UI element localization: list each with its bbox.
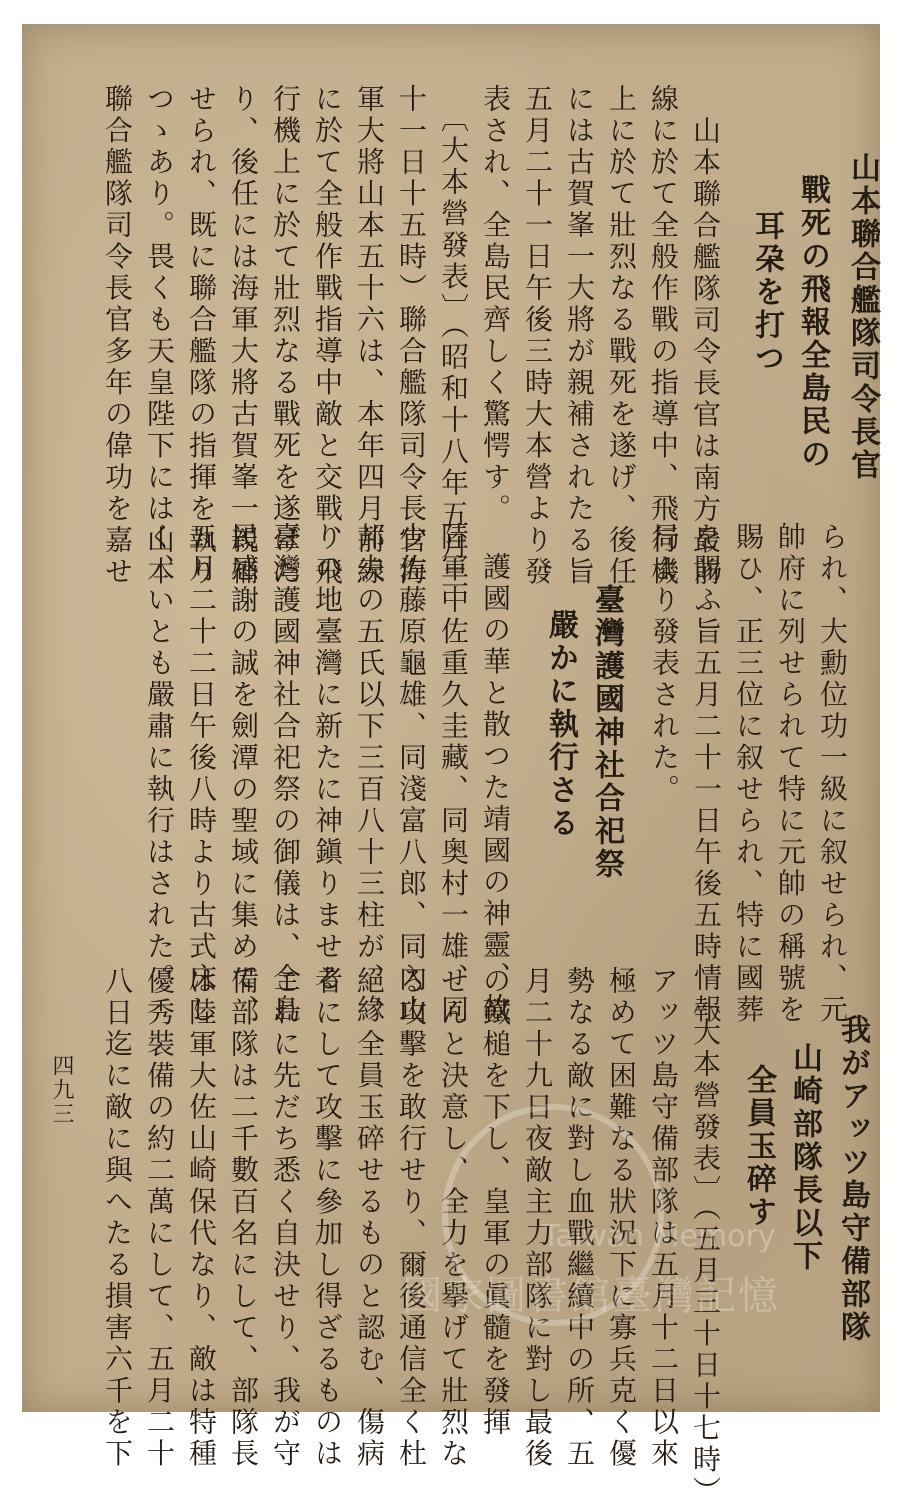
article2-body-line: 護國の華と散つた靖國の神靈、故 bbox=[479, 552, 512, 1025]
article2-body-line: 民感謝の誠を劍潭の聖域に集めて、 bbox=[227, 522, 260, 1026]
article3-body-line: 絕、全員玉碎せるものと認む、傷病 bbox=[353, 966, 386, 1470]
article2-body-line: 少佐藤原龜雄、同淺富八郎、同內山 bbox=[395, 522, 428, 1026]
article3-body-line: の鐵槌を下し、皇軍の眞髓を發揮 bbox=[479, 966, 512, 1439]
article2-body-line: りの地臺灣に新たに神鎭りませる bbox=[311, 522, 344, 995]
article3-body-line: 備部隊は二千數百名にして、部隊長 bbox=[227, 966, 260, 1470]
article3-body-line: アッツ島守備部隊は五月十二日以來 bbox=[647, 966, 680, 1470]
article2-body-line: く、いとも嚴肅に執行はされた。 bbox=[143, 522, 176, 995]
article1-body-line: 上に於て壯烈なる戰死を遂げ、後任 bbox=[605, 84, 638, 588]
article1-body-line: には古賀峯一大將が親補されたる旨 bbox=[563, 84, 596, 588]
article1-body-line: に於て全般作戰指導中敵と交戰、飛 bbox=[311, 84, 344, 588]
article3-title-line-3: 全員玉碎す bbox=[741, 1064, 776, 1229]
article1-title-line-3: 耳朶を打つ bbox=[749, 210, 784, 375]
watermark-text-zh: 國家圖書館臺灣記憶 bbox=[402, 1273, 780, 1319]
article1-continued-line: 帥府に列せられて特に元帥の稱號を bbox=[774, 522, 807, 1026]
article3-body-line: は陸軍大佐山崎保代なり、敵は特種 bbox=[185, 966, 218, 1470]
document-page bbox=[22, 24, 880, 1508]
article1-body-line: 軍大將山本五十六は、本年四月前線 bbox=[353, 84, 386, 588]
article1-continued-line: 局より發表された。 bbox=[648, 522, 681, 806]
article3-body-line: 優秀裝備の約二萬にして、五月二十 bbox=[143, 966, 176, 1470]
article2-body-line: 邦夫の五氏以下三百八十三柱が、緣 bbox=[353, 522, 386, 1026]
article3-body-line: これに先だち悉く自決せり、我が守 bbox=[269, 966, 302, 1470]
article1-body-line: 十一日十五時）聯合艦隊司令長官海 bbox=[395, 84, 428, 588]
article1-continued-line: 賜ひ、正三位に叙せられ、特に國葬 bbox=[732, 522, 765, 1026]
article3-body-line: 者にして攻擊に參加し得ざるものは bbox=[311, 966, 344, 1470]
article1-continued-line: られ、大勳位功一級に叙せられ、元 bbox=[816, 522, 849, 1026]
article3-body-line: 月二十九日夜敵主力部隊に對し最後 bbox=[521, 966, 554, 1470]
article3-title-line-1: 我がアッツ島守備部隊 bbox=[835, 1014, 870, 1344]
article2-title-line-2: 嚴かに執行さる bbox=[543, 609, 578, 840]
article1-body-line: 山本聯合艦隊司令長官は南方最前 bbox=[689, 116, 722, 589]
article3-body-line: 〔大本營發表〕（五月三十日十七時） bbox=[689, 986, 722, 1508]
article1-body-line: 表され、全島民齊しく驚愕す。 bbox=[479, 84, 512, 525]
watermark-text-en: Taiwan Memory bbox=[542, 1219, 776, 1254]
article1-body-line: せられ、既に聯合艦隊の指揮を執り bbox=[185, 84, 218, 588]
article3-body-line: 極めて困難なる狀況下に寡兵克く優 bbox=[605, 966, 638, 1470]
article3-body-line: せんと決意し、全力を擧げて壯烈な bbox=[437, 966, 470, 1470]
article1-title-line-1: 山本聯合艦隊司令長官 bbox=[845, 152, 880, 482]
article3-body-line: 勢なる敵に對し血戰繼續中の所、五 bbox=[563, 966, 596, 1470]
article1-body-line: 五月二十一日午後三時大本營より發 bbox=[521, 84, 554, 588]
page-number: 四九三 bbox=[49, 1054, 74, 1126]
article2-body-line: 五月二十二日午後八時より古式床し bbox=[185, 522, 218, 1026]
article1-body-line: 線に於て全般作戰の指導中、飛行機 bbox=[647, 84, 680, 588]
article3-body-line: る攻擊を敢行せり、爾後通信全く杜 bbox=[395, 966, 428, 1470]
article3-body-line: 八日迄に敵に與へたる損害六千を下 bbox=[101, 966, 134, 1470]
article1-continued-line: を賜ふ旨五月二十一日午後五時情報 bbox=[690, 522, 723, 1026]
article3-title-line-2: 山崎部隊長以下 bbox=[787, 1042, 822, 1273]
article1-body-line: り、後任には海軍大將古賀峯一親補 bbox=[227, 84, 260, 588]
article1-body-line: 〔大本營發表〕（昭和十八年五月二 bbox=[437, 104, 470, 594]
article1-title-line-2: 戰死の飛報全島民の bbox=[795, 174, 830, 471]
article1-body-line: 聯合艦隊司令長官多年の偉功を嘉せ bbox=[101, 84, 134, 588]
article1-body-line: 行機上に於て壯烈なる戰死を遂げた bbox=[269, 84, 302, 588]
article2-title-line-1: 臺灣護國神社合祀祭 bbox=[589, 584, 624, 881]
article2-body-line: 陸軍中佐重久圭藏、同奥村一雄、同 bbox=[437, 522, 470, 1026]
article2-body-line: 臺灣護國神社合祀祭の御儀は、全島 bbox=[269, 522, 302, 1026]
article1-body-line: つゝあり。畏くも天皇陛下には山本 bbox=[143, 84, 176, 588]
